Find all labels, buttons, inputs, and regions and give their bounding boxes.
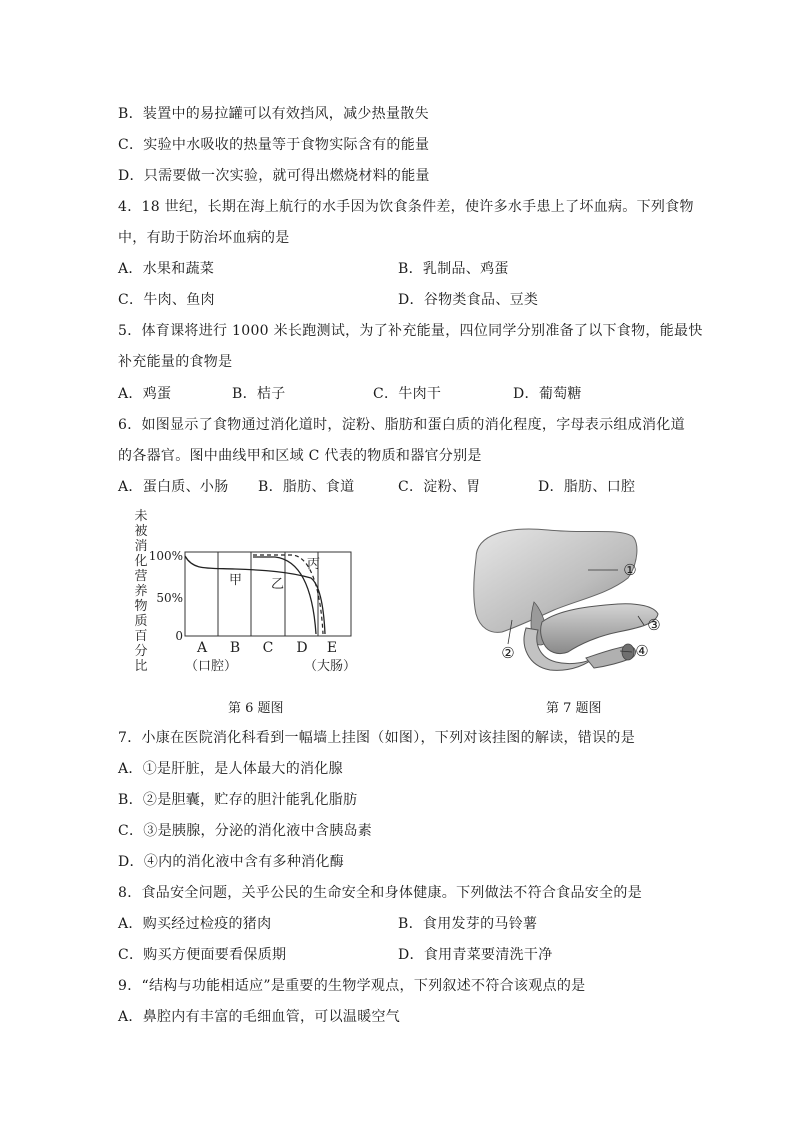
region-b: B xyxy=(229,640,241,656)
q7-option-c: C．③是胰腺，分泌的消化液中含胰岛素 xyxy=(118,823,373,839)
q6-stem-line1: 6．如图显示了食物通过消化道时，淀粉、脂肪和蛋白质的消化程度，字母表示组成消化道 xyxy=(118,417,685,433)
ytick-0: 0 xyxy=(175,629,183,643)
label-bing: 丙 xyxy=(307,557,321,572)
q3-option-c: C．实验中水吸收的热量等于食物实际含有的能量 xyxy=(118,137,430,153)
q5-option-b: B．桔子 xyxy=(232,386,286,402)
q6-option-a: A．蛋白质、小肠 xyxy=(118,479,229,495)
q8-option-d: D．食用青菜要清洗干净 xyxy=(398,947,553,963)
label-jia: 甲 xyxy=(229,573,243,588)
figure-6-caption: 第 6 题图 xyxy=(228,701,284,716)
note-mouth: （口腔） xyxy=(184,659,238,674)
q9-option-a: A．鼻腔内有丰富的毛细血管，可以温暖空气 xyxy=(118,1009,401,1025)
marker-3: ③ xyxy=(647,616,661,634)
q4-option-a: A．水果和蔬菜 xyxy=(118,261,215,277)
region-e: E xyxy=(326,640,338,656)
q8-option-b: B．食用发芽的马铃薯 xyxy=(398,916,538,932)
q8-option-a: A．购买经过检疫的猪肉 xyxy=(118,916,272,932)
q7-option-a: A．①是肝脏，是人体最大的消化腺 xyxy=(118,761,343,777)
q4-option-b: B．乳制品、鸡蛋 xyxy=(398,261,509,277)
ylabel-char: 质 xyxy=(134,614,148,629)
q5-option-c: C．牛肉干 xyxy=(373,386,442,402)
q3-option-b: B．装置中的易拉罐可以有效挡风，减少热量散失 xyxy=(118,106,429,122)
marker-2: ② xyxy=(501,644,515,662)
region-a: A xyxy=(196,640,208,656)
ylabel-char: 被 xyxy=(134,524,148,539)
curve-jia xyxy=(185,556,325,634)
region-d: D xyxy=(296,640,308,656)
ylabel-char: 分 xyxy=(134,644,148,659)
ytick-50: 50% xyxy=(156,591,183,605)
q7-option-b: B．②是胆囊，贮存的胆汁能乳化脂肪 xyxy=(118,792,358,808)
q8-option-c: C．购买方便面要看保质期 xyxy=(118,947,287,963)
q4-stem-line2: 中，有助于防治坏血病的是 xyxy=(118,230,290,246)
q5-stem-line2: 补充能量的食物是 xyxy=(118,354,233,370)
q4-option-c: C．牛肉、鱼肉 xyxy=(118,292,215,308)
q7-stem: 7．小康在医院消化科看到一幅墙上挂图（如图），下列对该挂图的解读，错误的是 xyxy=(118,730,636,746)
y-axis-label xyxy=(134,508,147,674)
q5-stem-line1: 5．体育课将进行 1000 米长跑测试，为了补充能量，四位同学分别准备了以下食物，能最快 xyxy=(118,323,703,339)
q7-option-d: D．④内的消化液中含有多种消化酶 xyxy=(118,854,345,870)
region-c: C xyxy=(262,640,274,656)
ylabel-char: 百 xyxy=(134,629,148,644)
q6-option-d: D．脂肪、口腔 xyxy=(538,479,636,495)
q3-option-d: D．只需要做一次实验，就可得出燃烧材料的能量 xyxy=(118,168,430,184)
ylabel-char: 未 xyxy=(134,509,148,524)
q6-option-c: C．淀粉、胃 xyxy=(398,479,481,495)
marker-4: ④ xyxy=(635,642,649,660)
q9-stem: 9．“结构与功能相适应”是重要的生物学观点，下列叙述不符合该观点的是 xyxy=(118,978,586,994)
ylabel-char: 化 xyxy=(134,554,148,569)
q6-option-b: B．脂肪、食道 xyxy=(258,479,355,495)
q6-stem-line2: 的各器官。图中曲线甲和区域 C 代表的物质和器官分别是 xyxy=(118,448,482,464)
ylabel-char: 养 xyxy=(134,584,148,599)
plot-frame xyxy=(185,552,351,636)
q5-option-a: A．鸡蛋 xyxy=(118,386,172,402)
q4-option-d: D．谷物类食品、豆类 xyxy=(398,292,539,308)
q5-option-d: D．葡萄糖 xyxy=(513,386,582,402)
label-yi: 乙 xyxy=(271,577,285,592)
figure-7-illustration xyxy=(468,524,676,684)
figure-7-caption: 第 7 题图 xyxy=(546,701,602,716)
ylabel-char: 物 xyxy=(134,599,148,614)
marker-1: ① xyxy=(623,561,637,579)
figure-6-chart xyxy=(125,506,375,686)
ytick-100: 100% xyxy=(148,549,183,563)
ylabel-char: 比 xyxy=(134,659,148,674)
q8-stem: 8．食品安全问题，关乎公民的生命安全和身体健康。下列做法不符合食品安全的是 xyxy=(118,885,643,901)
q4-stem-line1: 4．18 世纪，长期在海上航行的水手因为饮食条件差，使许多水手患上了坏血病。下列食物 xyxy=(118,199,694,215)
note-large-intestine: （大肠） xyxy=(303,659,357,674)
ylabel-char: 营 xyxy=(134,569,148,584)
ylabel-char: 消 xyxy=(134,539,148,554)
